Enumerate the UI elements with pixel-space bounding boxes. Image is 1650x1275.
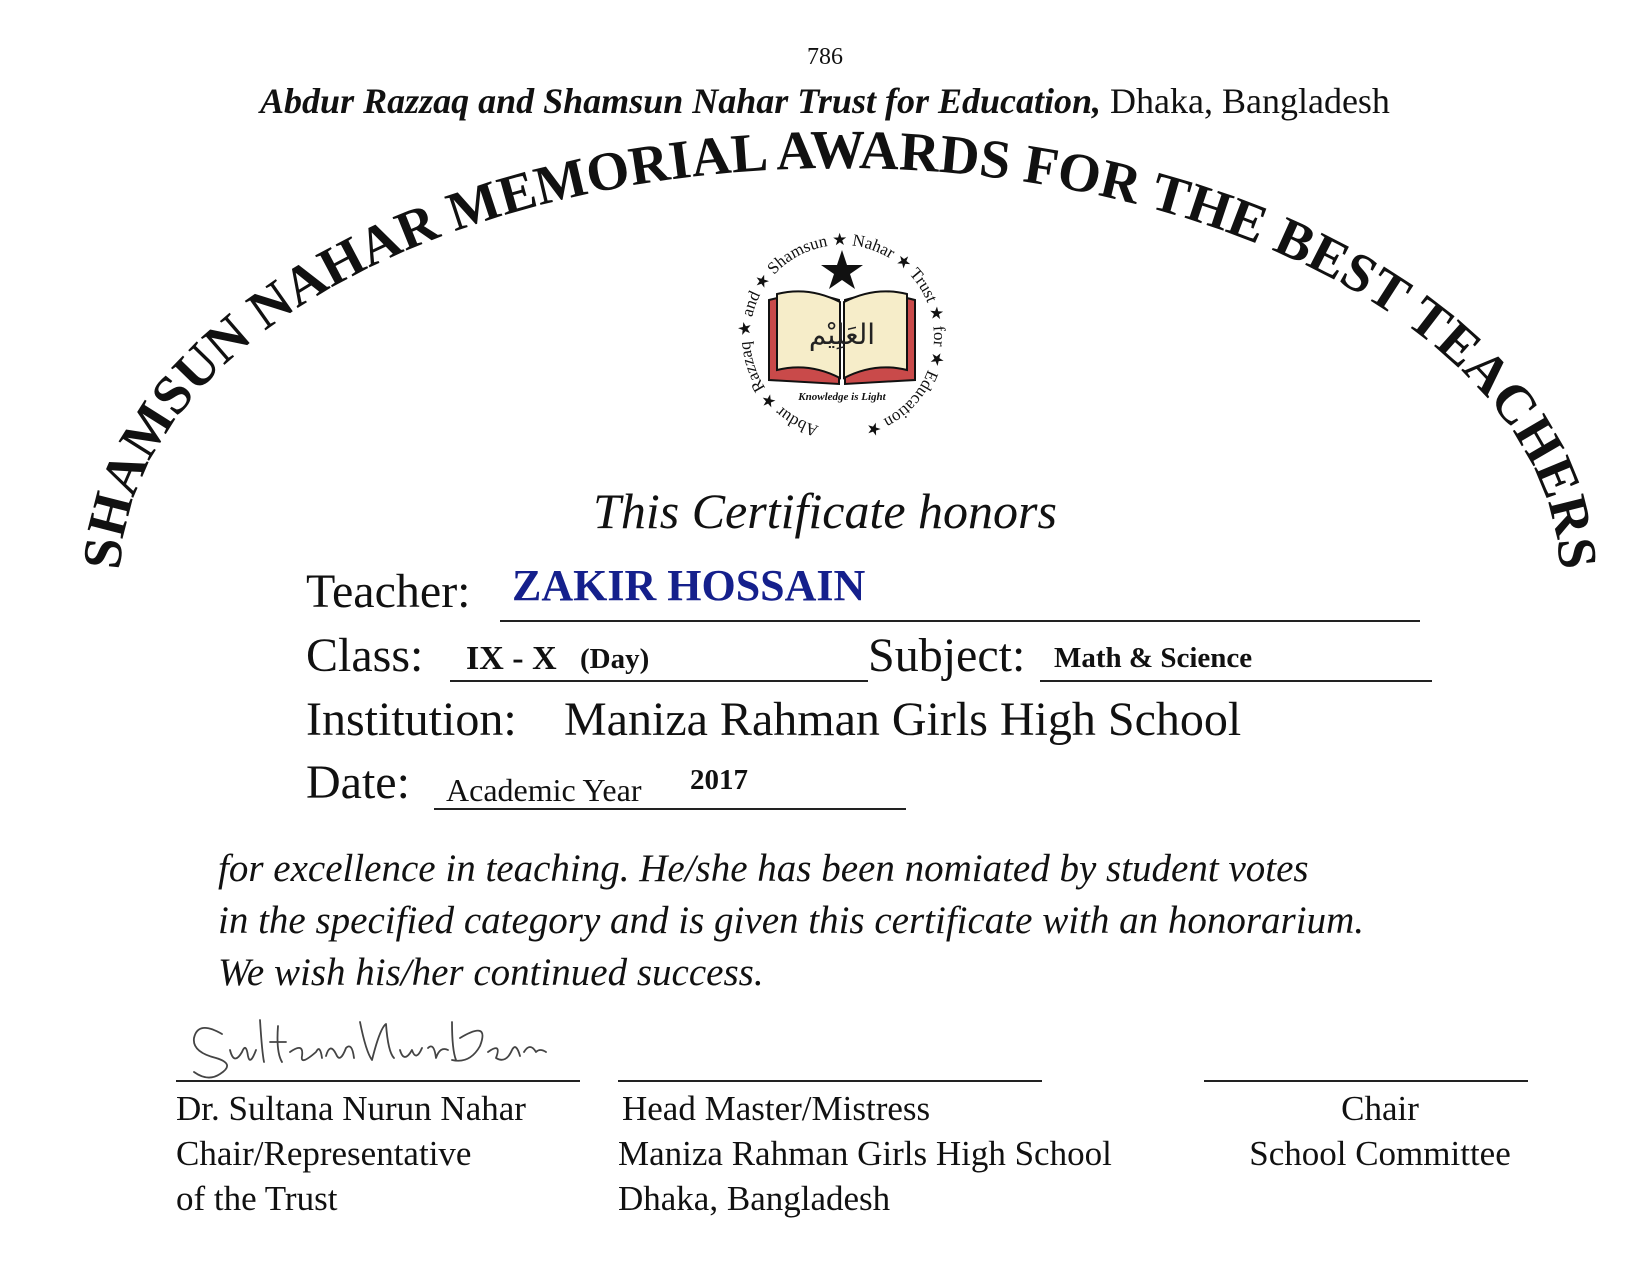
signatory-2-location: Dhaka, Bangladesh — [618, 1179, 891, 1218]
signatory-1-block — [176, 1086, 526, 1221]
trust-seal-logo — [727, 222, 957, 452]
trust-name: Abdur Razzaq and Shamsun Nahar Trust for Education, — [260, 81, 1102, 121]
honors-line: This Certificate honors — [593, 483, 1057, 539]
signatory-1-name: Dr. Sultana Nurun Nahar — [176, 1089, 526, 1128]
teacher-name-value: ZAKIR HOSSAIN — [512, 561, 866, 610]
class-label: Class: — [306, 629, 424, 682]
signatory-3-block — [1230, 1086, 1530, 1176]
date-year: 2017 — [690, 764, 748, 796]
signature-line-committee-chair — [1204, 1080, 1528, 1082]
trust-location: Dhaka, Bangladesh — [1101, 81, 1390, 121]
institution-value: Maniza Rahman Girls High School — [564, 693, 1242, 746]
subject-label: Subject: — [868, 629, 1026, 682]
signatory-2-school: Maniza Rahman Girls High School — [618, 1134, 1112, 1173]
seal-motto: Knowledge is Light — [798, 391, 886, 403]
top-number: 786 — [807, 44, 843, 70]
star-icon — [821, 250, 863, 289]
signatory-3-org: School Committee — [1249, 1134, 1511, 1173]
signature-line-headmaster — [618, 1080, 1042, 1082]
body-line-1: for excellence in teaching. He/she has been nomiated by student votes — [218, 847, 1309, 890]
award-title-text: SHAMSUN NAHAR MEMORIAL AWARDS FOR THE BEST TEACHERS — [70, 118, 1610, 572]
class-shift: (Day) — [580, 643, 650, 675]
subject-value: Math & Science — [1054, 642, 1253, 674]
institution-label: Institution: — [306, 693, 517, 746]
class-value: IX - X — [466, 640, 557, 677]
subject-underline — [1040, 680, 1432, 682]
seal-arabic-text: العَلِيْم — [808, 318, 876, 351]
signatory-3-title: Chair — [1341, 1089, 1419, 1128]
handwritten-signature — [190, 1012, 560, 1082]
signatory-1-title: Chair/Representative — [176, 1134, 472, 1173]
body-line-3: We wish his/her continued success. — [218, 951, 764, 994]
class-underline — [450, 680, 868, 682]
date-label: Date: — [306, 756, 410, 809]
signatory-1-org: of the Trust — [176, 1179, 338, 1218]
teacher-underline — [500, 620, 1420, 622]
signatory-2-title: Head Master/Mistress — [622, 1089, 931, 1128]
date-prefix: Academic Year — [446, 772, 642, 808]
signatory-2-block — [618, 1086, 1112, 1221]
signature-line-trust — [176, 1080, 580, 1082]
teacher-label: Teacher: — [306, 565, 471, 618]
seal-ring-textpath: Abdur ★ Razzaq ★ and ★ Shamsun ★ Nahar ★ Trust ★ for ★ Education ★ — [734, 229, 950, 441]
body-line-2: in the specified category and is given this certificate with an honorarium. — [218, 899, 1364, 942]
